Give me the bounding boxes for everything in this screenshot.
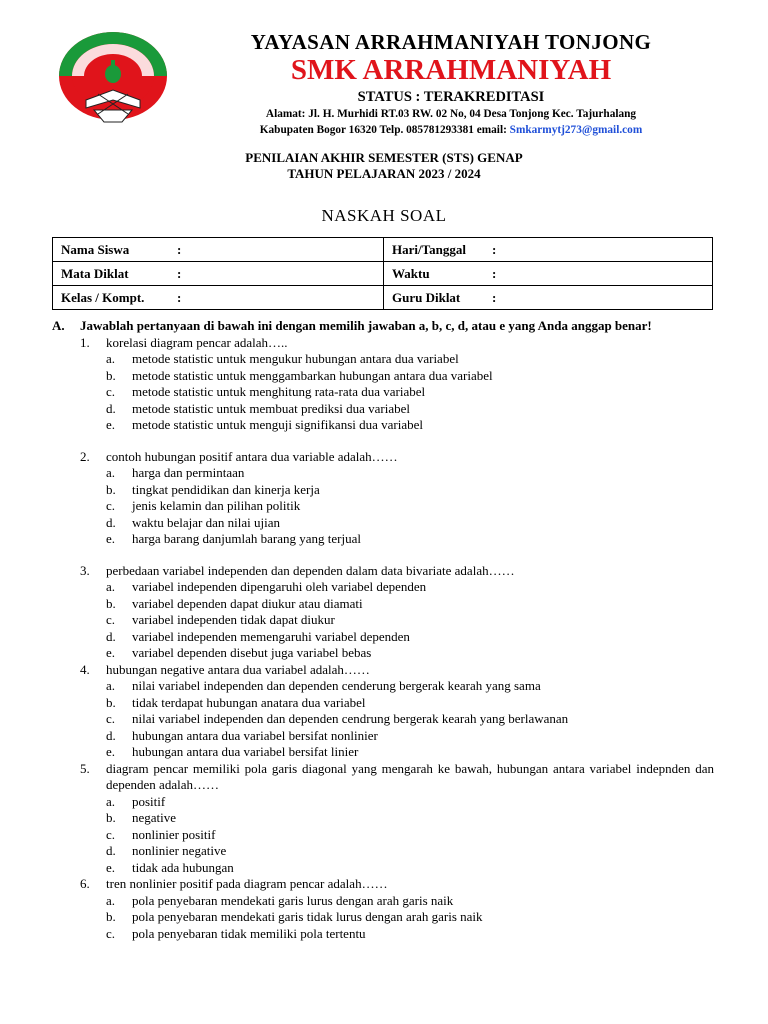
identity-separator: : [177, 241, 182, 257]
question-item [80, 761, 714, 877]
identity-row [53, 286, 713, 310]
option-text: pola penyebaran mendekati garis lurus dengan arah garis naik [132, 892, 454, 908]
option-letter: a. [106, 579, 116, 594]
question-number: 5. [80, 760, 90, 776]
option-text: waktu belajar dan nilai ujian [132, 514, 281, 530]
option-text: pola penyebaran mendekati garis tidak lurus dengan arah garis naik [132, 909, 483, 924]
exam-title: PENILAIAN AKHIR SEMESTER (STS) GENAP [245, 150, 523, 165]
option-letter: e. [106, 645, 116, 660]
identity-label: Mata Diklat [61, 265, 129, 281]
question-row [80, 761, 714, 794]
answer-option [106, 498, 714, 515]
answer-option [106, 612, 714, 629]
identity-row [53, 262, 713, 286]
option-letter: a. [106, 351, 116, 366]
option-letter: e. [106, 859, 116, 875]
option-letter: d. [106, 514, 116, 530]
option-letter: b. [106, 481, 116, 497]
answer-option [106, 417, 714, 434]
option-text: variabel independen tidak dapat diukur [132, 612, 335, 627]
option-text: hubungan antara dua variabel bersifat linier [132, 744, 359, 759]
option-text: nilai variabel independen dan dependen cendrung bergerak kearah yang berlawanan [132, 711, 569, 726]
identity-label: Guru Diklat [392, 289, 461, 305]
question-row [80, 662, 714, 679]
answer-option [106, 827, 714, 844]
answer-option [106, 810, 714, 827]
option-text: metode statistic untuk menggambarkan hubungan antara dua variabel [132, 367, 493, 383]
question-row [80, 876, 714, 893]
answer-option [106, 744, 714, 761]
option-list [106, 351, 714, 434]
option-list [106, 579, 714, 662]
identity-separator: : [492, 289, 497, 305]
instruction-text: Jawablah pertanyaan di bawah ini dengan memilih jawaban a, b, c, d, atau e yang Anda anggap benar! [80, 318, 652, 333]
option-letter: b. [106, 909, 116, 924]
option-letter: d. [106, 628, 116, 644]
identity-cell-left [53, 238, 384, 262]
question-item [80, 449, 714, 548]
option-letter: e. [106, 744, 116, 759]
option-text: positif [132, 793, 166, 809]
option-letter: b. [106, 694, 116, 710]
option-letter: b. [106, 595, 116, 611]
section-letter: A. [52, 318, 65, 333]
answer-option [106, 401, 714, 418]
option-letter: b. [106, 367, 116, 383]
identity-field [392, 266, 704, 282]
school-name: SMK ARRAHMANIYAH [290, 54, 612, 86]
question-item [80, 563, 714, 662]
identity-field [61, 290, 375, 306]
option-text: hubungan antara dua variabel bersifat nonlinier [132, 727, 378, 743]
answer-option [106, 926, 714, 943]
answer-option [106, 368, 714, 385]
question-row [80, 449, 714, 466]
answer-option [106, 596, 714, 613]
option-list [106, 893, 714, 943]
question-item [80, 662, 714, 761]
question-text: tren nonlinier positif pada diagram pencar adalah…… [106, 876, 388, 891]
option-text: tidak ada hubungan [132, 859, 234, 875]
answer-option [106, 695, 714, 712]
identity-separator: : [492, 241, 497, 257]
question-row [80, 335, 714, 352]
option-text: negative [132, 810, 177, 825]
identity-field [392, 290, 704, 306]
answer-option [106, 515, 714, 532]
question-text: korelasi diagram pencar adalah….. [106, 334, 288, 350]
option-text: nonlinier negative [132, 843, 227, 858]
answer-option [106, 465, 714, 482]
option-letter: a. [106, 678, 116, 693]
answer-option [106, 645, 714, 662]
question-number: 6. [80, 876, 90, 891]
option-letter: e. [106, 417, 116, 432]
answer-option [106, 909, 714, 926]
identity-field [61, 242, 375, 258]
identity-field [392, 242, 704, 258]
option-letter: a. [106, 465, 116, 480]
question-number: 1. [80, 334, 90, 350]
identity-cell-left [53, 262, 384, 286]
answer-option [106, 531, 714, 548]
option-text: variabel independen dipengaruhi oleh variabel dependen [132, 579, 427, 594]
option-list [106, 465, 714, 548]
answer-option [106, 482, 714, 499]
option-text: variabel independen memengaruhi variabel dependen [132, 628, 410, 644]
option-letter: c. [106, 498, 116, 513]
question-spacer [52, 434, 714, 449]
question-list [52, 335, 714, 943]
option-text: variabel dependen disebut juga variabel bebas [132, 645, 372, 660]
identity-row [53, 238, 713, 262]
school-contact [196, 122, 706, 138]
question-number: 4. [80, 661, 90, 677]
option-letter: c. [106, 826, 116, 842]
question-text: diagram pencar memiliki pola garis diagonal yang mengarah ke bawah, hubungan antara variabel indepnden dan dependen adalah…… [106, 760, 714, 792]
identity-field [61, 266, 375, 282]
option-text: metode statistic untuk menguji signifikansi dua variabel [132, 417, 423, 432]
question-section [52, 318, 714, 942]
question-number: 2. [80, 448, 90, 464]
option-text: tidak terdapat hubungan anatara dua variabel [132, 694, 366, 710]
question-number: 3. [80, 562, 90, 578]
identity-cell-right [384, 238, 713, 262]
answer-option [106, 629, 714, 646]
option-text: metode statistic untuk mengukur hubungan antara dua variabel [132, 351, 459, 366]
option-letter: a. [106, 892, 116, 908]
question-item [80, 876, 714, 942]
answer-option [106, 893, 714, 910]
school-address: Alamat: Jl. H. Murhidi RT.03 RW. 02 No, 04 Desa Tonjong Kec. Tajurhalang [265, 108, 637, 120]
question-text: contoh hubungan positif antara dua variable adalah…… [106, 448, 398, 464]
contact-text: Kabupaten Bogor 16320 Telp. 085781293381 email: [259, 124, 510, 136]
answer-option [106, 728, 714, 745]
option-text: metode statistic untuk membuat prediksi dua variabel [132, 400, 410, 416]
answer-option [106, 794, 714, 811]
accreditation-status: STATUS : TERAKREDITASI [357, 89, 545, 105]
question-row [80, 563, 714, 580]
option-letter: a. [106, 793, 116, 809]
option-letter: c. [106, 711, 116, 726]
question-text: hubungan negative antara dua variabel adalah…… [106, 661, 370, 677]
question-spacer [52, 548, 714, 563]
answer-option [106, 579, 714, 596]
option-letter: b. [106, 810, 116, 825]
identity-separator: : [177, 265, 182, 281]
option-list [106, 794, 714, 877]
identity-label: Nama Siswa [61, 241, 130, 257]
answer-option [106, 351, 714, 368]
option-letter: e. [106, 531, 116, 546]
option-letter: d. [106, 400, 116, 416]
exam-title-block [0, 150, 768, 226]
option-list [106, 678, 714, 761]
answer-option [106, 860, 714, 877]
option-text: jenis kelamin dan pilihan politik [132, 498, 301, 513]
identity-label: Kelas / Kompt. [61, 289, 145, 305]
academic-year: TAHUN PELAJARAN 2023 / 2024 [287, 166, 481, 181]
option-letter: c. [106, 612, 116, 627]
option-letter: d. [106, 727, 116, 743]
option-text: nilai variabel independen dan dependen cenderung bergerak kearah yang sama [132, 678, 541, 693]
option-letter: d. [106, 843, 116, 858]
answer-option [106, 384, 714, 401]
student-identity-table [52, 237, 713, 310]
question-text: perbedaan variabel independen dan dependen dalam data bivariate adalah…… [106, 562, 515, 578]
option-text: metode statistic untuk menghitung rata-rata dua variabel [132, 384, 426, 399]
school-email: Smkarmytj273@gmail.com [509, 124, 643, 136]
foundation-name: YAYASAN ARRAHMANIYAH TONJONG [250, 30, 652, 54]
answer-option [106, 678, 714, 695]
school-logo-icon [56, 30, 170, 130]
document-heading: NASKAH SOAL [321, 206, 447, 225]
option-text: nonlinier positif [132, 826, 216, 842]
identity-label: Waktu [392, 265, 430, 281]
identity-separator: : [492, 265, 497, 281]
answer-option [106, 711, 714, 728]
identity-cell-right [384, 262, 713, 286]
section-instruction [52, 318, 714, 335]
option-letter: c. [106, 925, 116, 941]
letterhead [0, 0, 768, 140]
option-text: variabel dependen dapat diukur atau diamati [132, 595, 363, 611]
identity-cell-left [53, 286, 384, 310]
option-text: pola penyebaran tidak memiliki pola tertentu [132, 925, 366, 941]
option-text: harga dan permintaan [132, 465, 245, 480]
option-letter: c. [106, 384, 116, 399]
option-text: harga barang danjumlah barang yang terjual [132, 531, 361, 546]
question-item [80, 335, 714, 434]
identity-cell-right [384, 286, 713, 310]
option-text: tingkat pendidikan dan kinerja kerja [132, 481, 320, 497]
answer-option [106, 843, 714, 860]
identity-separator: : [177, 289, 182, 305]
identity-label: Hari/Tanggal [392, 241, 466, 257]
